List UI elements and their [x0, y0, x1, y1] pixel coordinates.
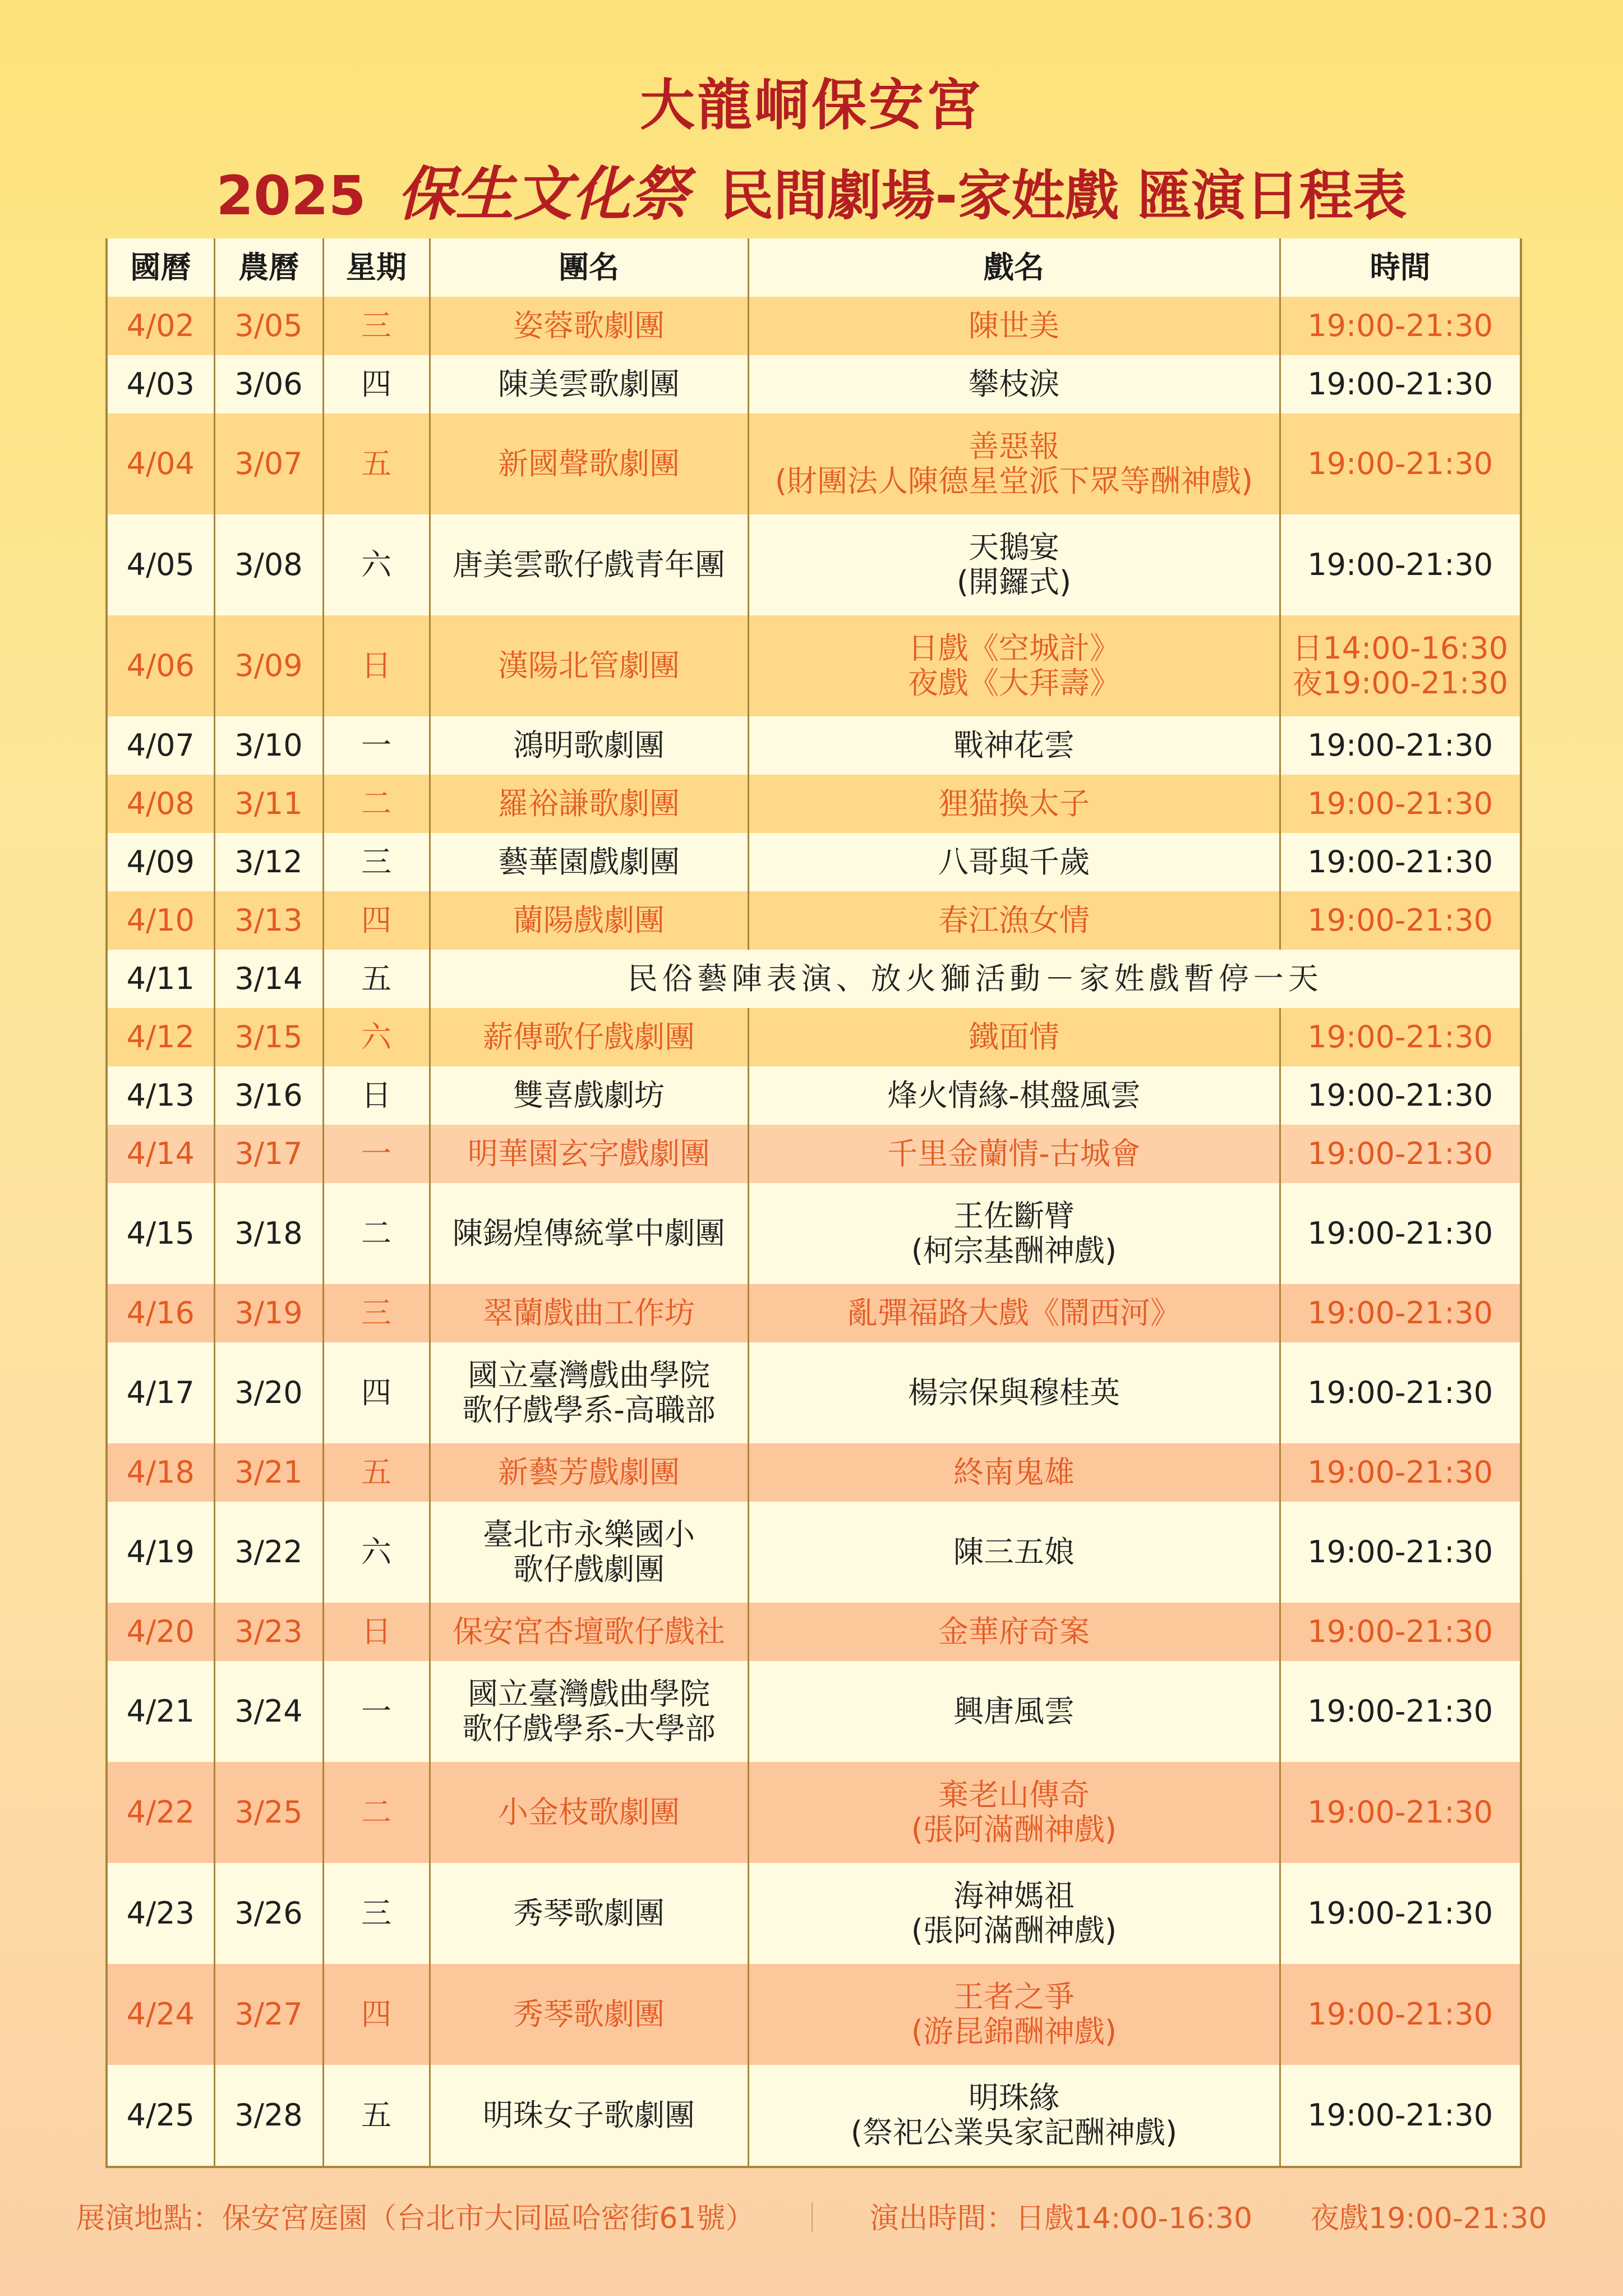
cell-lunar-date: 3/25	[214, 1762, 323, 1863]
cell-play	[748, 413, 1280, 514]
cell-troupe	[430, 891, 748, 950]
cell-play-line: 狸猫換太子	[938, 786, 1090, 821]
cell-troupe-line: 藝華園戲劇團	[498, 844, 680, 880]
cell-gregorian-date: 4/04	[108, 413, 214, 514]
cell-troupe-line: 漢陽北管劇團	[498, 648, 680, 683]
cell-lunar-date: 3/20	[214, 1342, 323, 1443]
cell-weekday: 二	[323, 1762, 430, 1863]
table-row	[108, 833, 1520, 891]
table-row	[108, 716, 1520, 775]
cell-troupe	[430, 1964, 748, 2065]
cell-gregorian-date: 4/02	[108, 297, 214, 355]
cell-time-line: 19:00-21:30	[1307, 1295, 1493, 1331]
cell-weekday: 日	[323, 1603, 430, 1661]
cell-time	[1280, 413, 1520, 514]
cell-play	[748, 615, 1280, 716]
cell-troupe-line: 姿蓉歌劇團	[513, 308, 665, 343]
cell-play-line: 善惡報	[969, 429, 1059, 464]
cell-play-line: 終南鬼雄	[953, 1455, 1075, 1490]
table-row	[108, 413, 1520, 514]
cell-time	[1280, 1661, 1520, 1762]
cell-troupe-line: 秀琴歌劇團	[513, 1996, 665, 2032]
cell-gregorian-date: 4/13	[108, 1066, 214, 1125]
cell-play	[748, 1008, 1280, 1066]
cell-play	[748, 1762, 1280, 1863]
cell-gregorian-date: 4/25	[108, 2065, 214, 2166]
cell-gregorian-date: 4/06	[108, 615, 214, 716]
cell-gregorian-date: 4/11	[108, 950, 214, 1008]
cell-troupe-line: 保安宮杏壇歌仔戲社	[453, 1614, 725, 1649]
cell-play	[748, 297, 1280, 355]
cell-troupe	[430, 775, 748, 833]
header-time: 時間	[1280, 238, 1520, 297]
cell-play-line: 興唐風雲	[953, 1694, 1075, 1729]
cell-lunar-date: 3/17	[214, 1125, 323, 1183]
cell-lunar-date: 3/07	[214, 413, 323, 514]
cell-time	[1280, 1443, 1520, 1502]
cell-troupe-line: 新藝芳戲劇團	[498, 1455, 680, 1490]
cell-time	[1280, 833, 1520, 891]
cell-troupe	[430, 833, 748, 891]
cell-gregorian-date: 4/08	[108, 775, 214, 833]
show-times-text: 演出時間：日戲14:00-16:30	[869, 2202, 1253, 2235]
cell-time-line: 19:00-21:30	[1307, 2097, 1493, 2133]
cell-time-line: 19:00-21:30	[1307, 1455, 1493, 1490]
cell-play-line: 千里金蘭情-古城會	[887, 1136, 1141, 1171]
table-row	[108, 1502, 1520, 1603]
cell-weekday: 四	[323, 1964, 430, 2065]
cell-play-line: 鐵面情	[969, 1019, 1059, 1055]
cell-play-line: 亂彈福路大戲《鬧西河》	[847, 1295, 1181, 1331]
footer-separator: ｜	[797, 2202, 827, 2235]
cell-play-line: 天鵝宴	[969, 530, 1059, 565]
cell-troupe-line: 羅裕謙歌劇團	[498, 786, 680, 821]
cell-weekday: 四	[323, 1342, 430, 1443]
cell-troupe	[430, 1342, 748, 1443]
cell-time	[1280, 1502, 1520, 1603]
cell-gregorian-date: 4/05	[108, 514, 214, 615]
cell-lunar-date: 3/12	[214, 833, 323, 891]
cell-play	[748, 1661, 1280, 1762]
cell-lunar-date: 3/26	[214, 1863, 323, 1964]
cell-time-line: 夜19:00-21:30	[1292, 665, 1509, 701]
cell-time-line: 19:00-21:30	[1307, 1019, 1493, 1055]
header-troupe: 團名	[430, 238, 748, 297]
cell-weekday: 二	[323, 1183, 430, 1284]
cell-play	[748, 2065, 1280, 2166]
cell-gregorian-date: 4/20	[108, 1603, 214, 1661]
event-year: 2025	[216, 164, 366, 227]
cell-time-line: 19:00-21:30	[1307, 1614, 1493, 1649]
table-row	[108, 1183, 1520, 1284]
cell-troupe	[430, 514, 748, 615]
cell-troupe	[430, 413, 748, 514]
cell-gregorian-date: 4/23	[108, 1863, 214, 1964]
cell-play-line: 陳世美	[969, 308, 1059, 343]
cell-time	[1280, 297, 1520, 355]
cell-play	[748, 775, 1280, 833]
cell-gregorian-date: 4/18	[108, 1443, 214, 1502]
table-row	[108, 1762, 1520, 1863]
cell-troupe	[430, 355, 748, 413]
cell-weekday: 四	[323, 891, 430, 950]
cell-troupe	[430, 1502, 748, 1603]
cell-troupe-line: 新國聲歌劇團	[498, 446, 680, 481]
cell-weekday: 三	[323, 1863, 430, 1964]
cell-time	[1280, 1008, 1520, 1066]
cell-troupe	[430, 2065, 748, 2166]
cell-lunar-date: 3/14	[214, 950, 323, 1008]
cell-time	[1280, 1603, 1520, 1661]
cell-time	[1280, 1863, 1520, 1964]
header-play: 戲名	[748, 238, 1280, 297]
cell-play	[748, 833, 1280, 891]
cell-gregorian-date: 4/17	[108, 1342, 214, 1443]
cell-time	[1280, 1964, 1520, 2065]
cell-play-line: 攀枝淚	[969, 366, 1059, 402]
cell-weekday: 六	[323, 1502, 430, 1603]
cell-time-line: 19:00-21:30	[1307, 1895, 1493, 1931]
cell-lunar-date: 3/11	[214, 775, 323, 833]
cell-weekday: 一	[323, 1125, 430, 1183]
cell-play-line: 王者之爭	[953, 1979, 1075, 2014]
cell-troupe	[430, 1066, 748, 1125]
cell-lunar-date: 3/08	[214, 514, 323, 615]
table-header-row	[108, 238, 1520, 297]
cell-play-line: 烽火情緣-棋盤風雲	[887, 1078, 1141, 1113]
cell-play	[748, 1863, 1280, 1964]
cell-play-line: (財團法人陳德星堂派下眾等酬神戲)	[774, 463, 1253, 499]
table-row	[108, 1603, 1520, 1661]
cell-play	[748, 1964, 1280, 2065]
table-row	[108, 355, 1520, 413]
table-row	[108, 1066, 1520, 1125]
table-row	[108, 615, 1520, 716]
night-show-time: 夜戲19:00-21:30	[1310, 2202, 1547, 2235]
cell-play	[748, 1342, 1280, 1443]
cell-play-line: (祭祀公業吳家記酬神戲)	[850, 2115, 1178, 2150]
cell-time	[1280, 615, 1520, 716]
cell-gregorian-date: 4/03	[108, 355, 214, 413]
cell-troupe	[430, 1008, 748, 1066]
cell-play-line: 八哥與千歲	[938, 844, 1090, 880]
cell-gregorian-date: 4/14	[108, 1125, 214, 1183]
cell-lunar-date: 3/23	[214, 1603, 323, 1661]
cell-time	[1280, 1183, 1520, 1284]
cell-play-line: 王佐斷臂	[953, 1198, 1075, 1234]
cell-play	[748, 1125, 1280, 1183]
cell-time	[1280, 2065, 1520, 2166]
header-weekday: 星期	[323, 238, 430, 297]
cell-gregorian-date: 4/19	[108, 1502, 214, 1603]
cell-gregorian-date: 4/24	[108, 1964, 214, 2065]
festival-logo-text: 保生文化祭	[396, 159, 689, 228]
cell-weekday: 一	[323, 1661, 430, 1762]
cell-notice: 民俗藝陣表演、放火獅活動－家姓戲暫停一天	[430, 950, 1520, 1008]
cell-weekday: 六	[323, 514, 430, 615]
cell-troupe-line: 秀琴歌劇團	[513, 1895, 665, 1931]
cell-troupe-line: 陳美雲歌劇團	[498, 366, 680, 402]
cell-lunar-date: 3/24	[214, 1661, 323, 1762]
footer-info	[0, 2199, 1623, 2238]
cell-play	[748, 1603, 1280, 1661]
table-row	[108, 891, 1520, 950]
schedule-table-wrapper	[105, 238, 1522, 2168]
cell-troupe-line: 歌仔戲學系-高職部	[462, 1392, 716, 1428]
cell-weekday: 三	[323, 1284, 430, 1342]
cell-play	[748, 1284, 1280, 1342]
table-row	[108, 1964, 1520, 2065]
cell-lunar-date: 3/05	[214, 297, 323, 355]
cell-play-line: 陳三五娘	[953, 1534, 1075, 1570]
cell-time-line: 日14:00-16:30	[1292, 631, 1509, 666]
cell-time-line: 19:00-21:30	[1307, 728, 1493, 763]
table-row	[108, 1284, 1520, 1342]
cell-time-line: 19:00-21:30	[1307, 1694, 1493, 1729]
table-row	[108, 1125, 1520, 1183]
cell-troupe-line: 翠蘭戲曲工作坊	[483, 1295, 695, 1331]
table-row	[108, 950, 1520, 1008]
cell-lunar-date: 3/18	[214, 1183, 323, 1284]
cell-time	[1280, 514, 1520, 615]
event-title	[0, 160, 1623, 229]
cell-time-line: 19:00-21:30	[1307, 1078, 1493, 1113]
cell-lunar-date: 3/27	[214, 1964, 323, 2065]
cell-lunar-date: 3/19	[214, 1284, 323, 1342]
cell-weekday: 五	[323, 950, 430, 1008]
cell-troupe-line: 明華園玄字戲劇團	[468, 1136, 710, 1171]
cell-troupe-line: 歌仔戲劇團	[513, 1552, 665, 1587]
cell-time	[1280, 891, 1520, 950]
cell-lunar-date: 3/06	[214, 355, 323, 413]
cell-gregorian-date: 4/07	[108, 716, 214, 775]
cell-time-line: 19:00-21:30	[1307, 903, 1493, 938]
cell-time	[1280, 1284, 1520, 1342]
cell-troupe	[430, 1125, 748, 1183]
table-row	[108, 1443, 1520, 1502]
cell-gregorian-date: 4/21	[108, 1661, 214, 1762]
cell-troupe	[430, 1603, 748, 1661]
cell-lunar-date: 3/21	[214, 1443, 323, 1502]
cell-troupe	[430, 1443, 748, 1502]
cell-troupe-line: 國立臺灣戲曲學院	[468, 1676, 710, 1711]
schedule-table	[108, 238, 1520, 2166]
cell-lunar-date: 3/10	[214, 716, 323, 775]
table-row	[108, 1342, 1520, 1443]
cell-time-line: 19:00-21:30	[1307, 366, 1493, 402]
cell-time	[1280, 1066, 1520, 1125]
cell-play-line: 棄老山傳奇	[938, 1777, 1090, 1812]
table-row	[108, 2065, 1520, 2166]
cell-troupe-line: 蘭陽戲劇團	[513, 903, 665, 938]
cell-troupe-line: 鴻明歌劇團	[513, 728, 665, 763]
cell-time	[1280, 775, 1520, 833]
header-lunar: 農曆	[214, 238, 323, 297]
cell-weekday: 五	[323, 2065, 430, 2166]
cell-time	[1280, 1342, 1520, 1443]
cell-time	[1280, 1125, 1520, 1183]
cell-troupe-line: 歌仔戲學系-大學部	[462, 1711, 716, 1746]
cell-play-line: (張阿滿酬神戲)	[911, 1812, 1117, 1847]
cell-troupe	[430, 297, 748, 355]
cell-troupe-line: 小金枝歌劇團	[498, 1795, 680, 1830]
cell-play-line: (柯宗基酬神戲)	[911, 1233, 1117, 1268]
cell-play-line: 戰神花雲	[953, 728, 1075, 763]
cell-play	[748, 514, 1280, 615]
cell-gregorian-date: 4/16	[108, 1284, 214, 1342]
cell-play-line: 夜戲《大拜壽》	[908, 665, 1120, 701]
cell-gregorian-date: 4/10	[108, 891, 214, 950]
cell-gregorian-date: 4/12	[108, 1008, 214, 1066]
cell-lunar-date: 3/13	[214, 891, 323, 950]
table-row	[108, 514, 1520, 615]
cell-time-line: 19:00-21:30	[1307, 1375, 1493, 1410]
cell-troupe	[430, 1762, 748, 1863]
cell-lunar-date: 3/16	[214, 1066, 323, 1125]
cell-troupe	[430, 615, 748, 716]
cell-troupe	[430, 716, 748, 775]
cell-time-line: 19:00-21:30	[1307, 786, 1493, 821]
cell-lunar-date: 3/28	[214, 2065, 323, 2166]
header-gregorian: 國曆	[108, 238, 214, 297]
cell-time-line: 19:00-21:30	[1307, 446, 1493, 481]
cell-weekday: 日	[323, 615, 430, 716]
table-row	[108, 1863, 1520, 1964]
cell-troupe-line: 國立臺灣戲曲學院	[468, 1358, 710, 1393]
cell-play	[748, 1443, 1280, 1502]
cell-troupe-line: 臺北市永樂國小	[483, 1517, 695, 1552]
event-subtitle: 民間劇場-家姓戲 匯演日程表	[720, 164, 1407, 227]
cell-time-line: 19:00-21:30	[1307, 547, 1493, 582]
cell-play	[748, 1502, 1280, 1603]
cell-weekday: 二	[323, 775, 430, 833]
cell-time-line: 19:00-21:30	[1307, 1216, 1493, 1251]
cell-troupe	[430, 1183, 748, 1284]
cell-play-line: 日戲《空城計》	[908, 631, 1120, 666]
cell-play-line: 明珠緣	[969, 2080, 1059, 2115]
poster-title	[0, 72, 1623, 229]
cell-troupe	[430, 1661, 748, 1762]
cell-play-line: (張阿滿酬神戲)	[911, 1913, 1117, 1948]
cell-gregorian-date: 4/22	[108, 1762, 214, 1863]
table-row	[108, 297, 1520, 355]
cell-weekday: 五	[323, 413, 430, 514]
cell-time-line: 19:00-21:30	[1307, 1996, 1493, 2032]
cell-gregorian-date: 4/09	[108, 833, 214, 891]
temple-name: 大龍峒保安宮	[639, 73, 983, 137]
cell-troupe-line: 雙喜戲劇坊	[513, 1078, 665, 1113]
cell-troupe-line: 陳錫煌傳統掌中劇團	[453, 1216, 725, 1251]
cell-play-line: (開鑼式)	[956, 564, 1072, 600]
cell-time-line: 19:00-21:30	[1307, 1534, 1493, 1570]
cell-time-line: 19:00-21:30	[1307, 1136, 1493, 1171]
cell-troupe-line: 唐美雲歌仔戲青年團	[453, 547, 725, 582]
cell-troupe-line: 明珠女子歌劇團	[483, 2097, 695, 2133]
cell-weekday: 三	[323, 297, 430, 355]
cell-troupe-line: 薪傳歌仔戲劇團	[483, 1019, 695, 1055]
cell-time	[1280, 716, 1520, 775]
cell-play-line: 楊宗保與穆桂英	[908, 1375, 1120, 1410]
cell-troupe	[430, 1284, 748, 1342]
cell-time	[1280, 355, 1520, 413]
cell-play-line: 金華府奇案	[938, 1614, 1090, 1649]
cell-lunar-date: 3/15	[214, 1008, 323, 1066]
cell-weekday: 一	[323, 716, 430, 775]
cell-weekday: 五	[323, 1443, 430, 1502]
cell-time	[1280, 1762, 1520, 1863]
cell-weekday: 日	[323, 1066, 430, 1125]
cell-lunar-date: 3/22	[214, 1502, 323, 1603]
table-row	[108, 1008, 1520, 1066]
cell-weekday: 六	[323, 1008, 430, 1066]
cell-play-line: 海神媽祖	[953, 1878, 1075, 1913]
cell-weekday: 三	[323, 833, 430, 891]
cell-time-line: 19:00-21:30	[1307, 844, 1493, 880]
cell-play	[748, 716, 1280, 775]
venue-text: 展演地點：保安宮庭園（台北市大同區哈密街61號）	[76, 2202, 755, 2235]
cell-play	[748, 891, 1280, 950]
cell-weekday: 四	[323, 355, 430, 413]
table-row	[108, 775, 1520, 833]
cell-time-line: 19:00-21:30	[1307, 1795, 1493, 1830]
cell-play	[748, 1183, 1280, 1284]
cell-play	[748, 355, 1280, 413]
cell-play-line: 春江漁女情	[938, 903, 1090, 938]
cell-lunar-date: 3/09	[214, 615, 323, 716]
table-row	[108, 1661, 1520, 1762]
cell-play-line: (游昆錦酬神戲)	[911, 2014, 1117, 2049]
cell-gregorian-date: 4/15	[108, 1183, 214, 1284]
cell-play	[748, 1066, 1280, 1125]
cell-time-line: 19:00-21:30	[1307, 308, 1493, 343]
cell-troupe	[430, 1863, 748, 1964]
